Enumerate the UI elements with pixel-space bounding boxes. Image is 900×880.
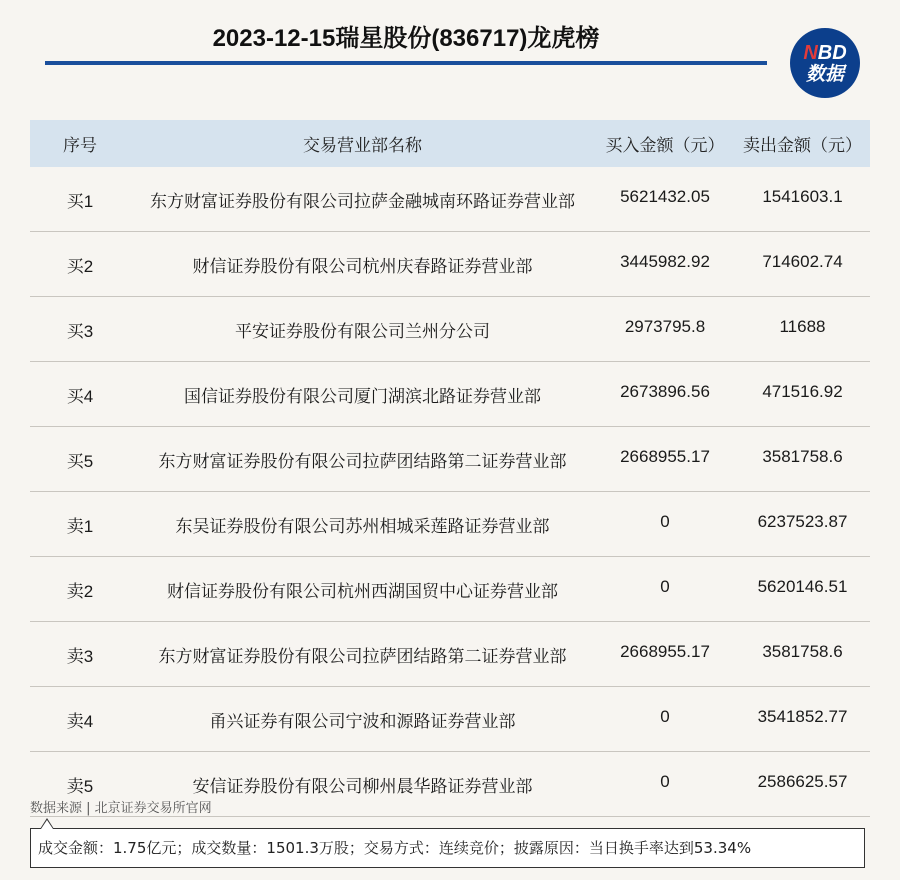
callout-pointer-fill bbox=[41, 820, 53, 829]
row-buy-amount: 3445982.92 bbox=[595, 232, 735, 297]
row-branch-name: 财信证券股份有限公司杭州西湖国贸中心证券营业部 bbox=[130, 557, 595, 622]
row-sell-amount: 5620146.51 bbox=[735, 557, 870, 622]
row-branch-name: 安信证券股份有限公司柳州晨华路证券营业部 bbox=[130, 752, 595, 817]
row-sell-amount: 3541852.77 bbox=[735, 687, 870, 752]
title-underline bbox=[45, 61, 767, 65]
table-row bbox=[30, 427, 870, 492]
table-row bbox=[30, 362, 870, 427]
trade-summary-note: 成交金额：1.75亿元；成交数量：1501.3万股；交易方式：连续竞价；披露原因：当日换手率达到53.34% bbox=[30, 828, 865, 868]
row-rank: 买5 bbox=[30, 427, 130, 492]
row-sell-amount: 471516.92 bbox=[735, 362, 870, 427]
row-buy-amount: 2668955.17 bbox=[595, 622, 735, 687]
dragon-tiger-table bbox=[30, 120, 870, 817]
table-row bbox=[30, 492, 870, 557]
row-rank: 卖2 bbox=[30, 557, 130, 622]
row-sell-amount: 11688 bbox=[735, 297, 870, 362]
logo-text-bottom: 数据 bbox=[805, 63, 844, 85]
logo-letters-bd: BD bbox=[817, 41, 847, 64]
row-sell-amount: 3581758.6 bbox=[735, 427, 870, 492]
row-rank: 买3 bbox=[30, 297, 130, 362]
row-sell-amount: 2586625.57 bbox=[735, 752, 870, 817]
row-branch-name: 东方财富证券股份有限公司拉萨团结路第二证券营业部 bbox=[130, 622, 595, 687]
header-rank: 序号 bbox=[30, 120, 130, 167]
row-branch-name: 财信证券股份有限公司杭州庆春路证券营业部 bbox=[130, 232, 595, 297]
logo-letter-n: N bbox=[803, 41, 818, 64]
row-rank: 卖1 bbox=[30, 492, 130, 557]
row-branch-name: 东方财富证券股份有限公司拉萨团结路第二证券营业部 bbox=[130, 427, 595, 492]
row-branch-name: 东吴证券股份有限公司苏州相城采莲路证券营业部 bbox=[130, 492, 595, 557]
row-sell-amount: 3581758.6 bbox=[735, 622, 870, 687]
row-rank: 买4 bbox=[30, 362, 130, 427]
page-title: 2023-12-15瑞星股份(836717)龙虎榜 bbox=[212, 25, 600, 52]
row-buy-amount: 2668955.17 bbox=[595, 427, 735, 492]
header-branch-name: 交易营业部名称 bbox=[130, 120, 595, 167]
table-row bbox=[30, 167, 870, 232]
row-rank: 卖4 bbox=[30, 687, 130, 752]
table-header-row bbox=[30, 120, 870, 167]
data-source: 数据来源 | 北京证券交易所官网 bbox=[30, 801, 212, 816]
table-row bbox=[30, 557, 870, 622]
row-buy-amount: 0 bbox=[595, 687, 735, 752]
row-sell-amount: 1541603.1 bbox=[735, 167, 870, 232]
table-row bbox=[30, 232, 870, 297]
table-row bbox=[30, 687, 870, 752]
row-buy-amount: 0 bbox=[595, 752, 735, 817]
header-sell-amount: 卖出金额（元） bbox=[735, 120, 870, 167]
row-rank: 买1 bbox=[30, 167, 130, 232]
row-buy-amount: 2973795.8 bbox=[595, 297, 735, 362]
row-buy-amount: 0 bbox=[595, 492, 735, 557]
row-branch-name: 国信证券股份有限公司厦门湖滨北路证券营业部 bbox=[130, 362, 595, 427]
row-branch-name: 平安证券股份有限公司兰州分公司 bbox=[130, 297, 595, 362]
row-buy-amount: 2673896.56 bbox=[595, 362, 735, 427]
row-sell-amount: 714602.74 bbox=[735, 232, 870, 297]
nbd-logo bbox=[790, 28, 860, 98]
row-buy-amount: 5621432.05 bbox=[595, 167, 735, 232]
row-rank: 卖5 bbox=[30, 752, 130, 817]
row-rank: 买2 bbox=[30, 232, 130, 297]
row-sell-amount: 6237523.87 bbox=[735, 492, 870, 557]
row-branch-name: 东方财富证券股份有限公司拉萨金融城南环路证券营业部 bbox=[130, 167, 595, 232]
row-rank: 卖3 bbox=[30, 622, 130, 687]
table-row bbox=[30, 622, 870, 687]
row-branch-name: 甬兴证券有限公司宁波和源路证券营业部 bbox=[130, 687, 595, 752]
row-buy-amount: 0 bbox=[595, 557, 735, 622]
logo-text-top bbox=[803, 43, 846, 63]
header-buy-amount: 买入金额（元） bbox=[595, 120, 735, 167]
table-row bbox=[30, 297, 870, 362]
